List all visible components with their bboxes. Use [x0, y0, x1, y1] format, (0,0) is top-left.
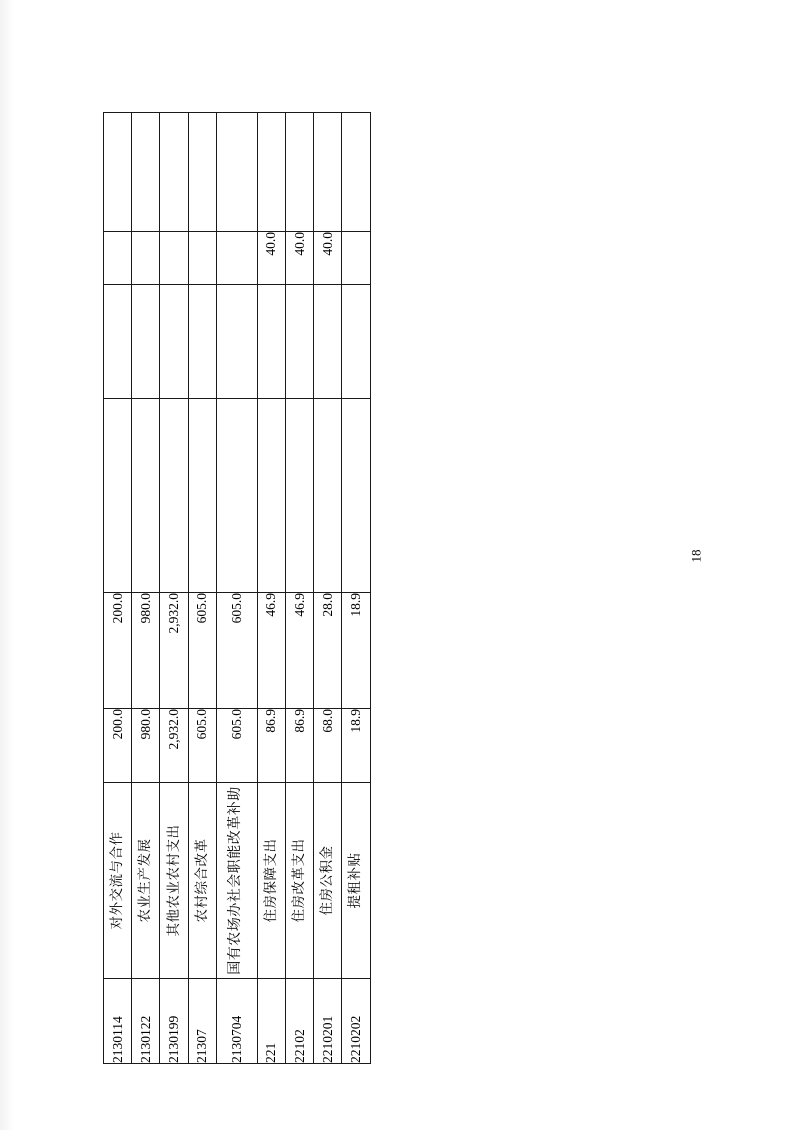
cell-value4 [257, 285, 285, 399]
cell-value5 [104, 232, 132, 285]
table-row [132, 113, 160, 1064]
cell-code: 2210201 [314, 979, 342, 1064]
cell-value2: 980.0 [132, 593, 160, 709]
cell-value1: 200.0 [104, 709, 132, 783]
cell-value5: 40.0 [285, 232, 313, 285]
cell-value1: 605.0 [188, 709, 216, 783]
cell-value3 [285, 399, 313, 593]
cell-value6 [285, 113, 313, 232]
cell-value6 [160, 113, 188, 232]
cell-value2: 200.0 [104, 593, 132, 709]
cell-value1: 980.0 [132, 709, 160, 783]
cell-value2: 46.9 [285, 593, 313, 709]
table-row [104, 113, 132, 1064]
rotated-table-wrapper [103, 113, 363, 1064]
cell-code: 2210202 [342, 979, 370, 1064]
cell-value2: 46.9 [257, 593, 285, 709]
cell-value6 [342, 113, 370, 232]
cell-value5 [132, 232, 160, 285]
cell-value6 [188, 113, 216, 232]
cell-value2: 28.0 [314, 593, 342, 709]
cell-name: 国有农场办社会职能改革补助 [216, 783, 257, 979]
cell-value4 [132, 285, 160, 399]
cell-value4 [188, 285, 216, 399]
cell-code: 221 [257, 979, 285, 1064]
cell-value3 [132, 399, 160, 593]
table-row [216, 113, 257, 1064]
cell-value2: 18.9 [342, 593, 370, 709]
cell-value3 [188, 399, 216, 593]
cell-value6 [132, 113, 160, 232]
cell-value4 [104, 285, 132, 399]
cell-code: 2130122 [132, 979, 160, 1064]
cell-value1: 18.9 [342, 709, 370, 783]
cell-value5: 40.0 [314, 232, 342, 285]
table-body [104, 113, 371, 1064]
cell-name: 住房公积金 [314, 783, 342, 979]
cell-value3 [216, 399, 257, 593]
table-row [257, 113, 285, 1064]
table-row [342, 113, 370, 1064]
table-row [285, 113, 313, 1064]
cell-value3 [160, 399, 188, 593]
table-row [314, 113, 342, 1064]
cell-value5 [216, 232, 257, 285]
cell-value6 [257, 113, 285, 232]
cell-value6 [216, 113, 257, 232]
cell-value4 [285, 285, 313, 399]
cell-code: 2130704 [216, 979, 257, 1064]
cell-value1: 86.9 [257, 709, 285, 783]
cell-value2: 2,932.0 [160, 593, 188, 709]
budget-table [103, 112, 371, 1064]
cell-value4 [216, 285, 257, 399]
table-row [160, 113, 188, 1064]
cell-code: 2130199 [160, 979, 188, 1064]
cell-name: 农村综合改革 [188, 783, 216, 979]
cell-value5 [188, 232, 216, 285]
cell-name: 提租补贴 [342, 783, 370, 979]
cell-value1: 68.0 [314, 709, 342, 783]
cell-value1: 605.0 [216, 709, 257, 783]
cell-value5: 40.0 [257, 232, 285, 285]
cell-code: 2130114 [104, 979, 132, 1064]
cell-value1: 86.9 [285, 709, 313, 783]
cell-code: 21307 [188, 979, 216, 1064]
cell-value3 [104, 399, 132, 593]
cell-name: 农业生产发展 [132, 783, 160, 979]
cell-value3 [342, 399, 370, 593]
table-row [188, 113, 216, 1064]
cell-value4 [314, 285, 342, 399]
cell-value2: 605.0 [188, 593, 216, 709]
cell-value5 [342, 232, 370, 285]
cell-value4 [160, 285, 188, 399]
cell-code: 22102 [285, 979, 313, 1064]
cell-value5 [160, 232, 188, 285]
cell-value6 [314, 113, 342, 232]
cell-name: 住房改革支出 [285, 783, 313, 979]
page-number: 18 [688, 549, 704, 563]
cell-name: 住房保障支出 [257, 783, 285, 979]
scan-edge-shadow [0, 0, 14, 1130]
cell-value2: 605.0 [216, 593, 257, 709]
cell-name: 其他农业农村支出 [160, 783, 188, 979]
cell-value4 [342, 285, 370, 399]
cell-name: 对外交流与合作 [104, 783, 132, 979]
cell-value1: 2,932.0 [160, 709, 188, 783]
cell-value3 [257, 399, 285, 593]
cell-value3 [314, 399, 342, 593]
cell-value6 [104, 113, 132, 232]
